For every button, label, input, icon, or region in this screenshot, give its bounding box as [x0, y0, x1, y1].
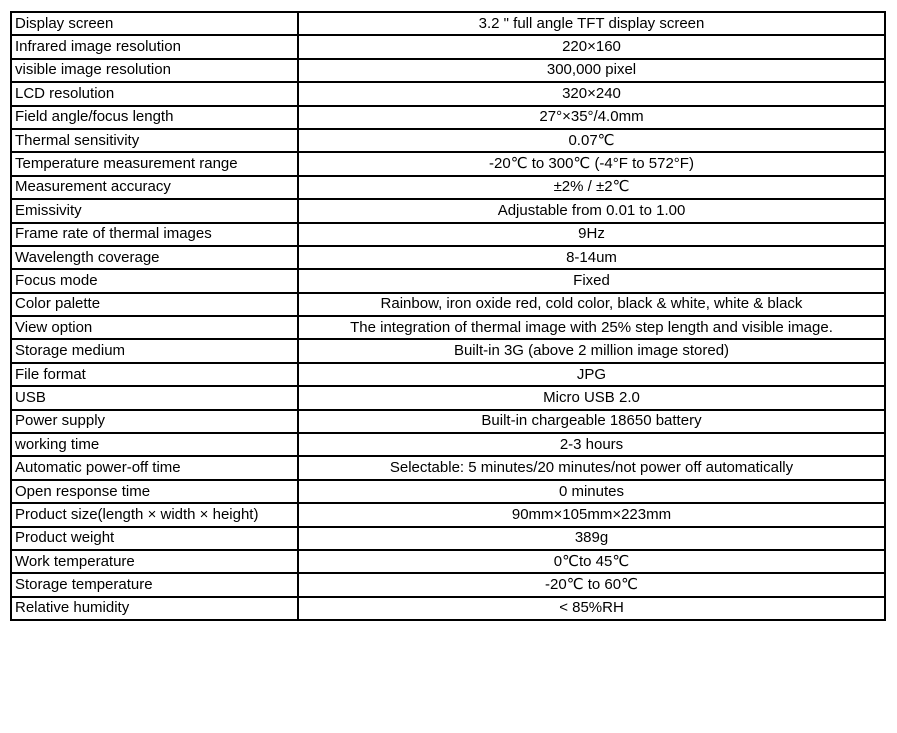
spec-value-cell: < 85%RH — [298, 597, 885, 620]
table-row — [11, 223, 885, 246]
spec-value-cell: Micro USB 2.0 — [298, 386, 885, 409]
table-row — [11, 550, 885, 573]
spec-value-cell: 389g — [298, 527, 885, 550]
spec-label-cell: LCD resolution — [11, 82, 298, 105]
table-row — [11, 246, 885, 269]
spec-label-cell: Storage medium — [11, 339, 298, 362]
spec-label-cell: visible image resolution — [11, 59, 298, 82]
spec-label-cell: Open response time — [11, 480, 298, 503]
spec-label-cell: Measurement accuracy — [11, 176, 298, 199]
spec-label-cell: Relative humidity — [11, 597, 298, 620]
spec-value-cell: 320×240 — [298, 82, 885, 105]
table-row — [11, 129, 885, 152]
spec-value-cell: 0℃to 45℃ — [298, 550, 885, 573]
spec-label-cell: working time — [11, 433, 298, 456]
spec-label-cell: Field angle/focus length — [11, 106, 298, 129]
spec-value-cell: 27°×35°/4.0mm — [298, 106, 885, 129]
spec-value-cell: 2-3 hours — [298, 433, 885, 456]
spec-label-cell: Display screen — [11, 12, 298, 35]
spec-value-cell: JPG — [298, 363, 885, 386]
table-row — [11, 82, 885, 105]
table-row — [11, 573, 885, 596]
spec-value-cell: 0 minutes — [298, 480, 885, 503]
table-row — [11, 199, 885, 222]
spec-label-cell: Infrared image resolution — [11, 35, 298, 58]
spec-label-cell: Product size(length × width × height) — [11, 503, 298, 526]
specification-table-body — [11, 12, 885, 620]
specification-table — [10, 11, 886, 621]
spec-value-cell: Adjustable from 0.01 to 1.00 — [298, 199, 885, 222]
spec-value-cell: 3.2 " full angle TFT display screen — [298, 12, 885, 35]
spec-value-cell: 300,000 pixel — [298, 59, 885, 82]
table-row — [11, 12, 885, 35]
spec-label-cell: Wavelength coverage — [11, 246, 298, 269]
table-row — [11, 480, 885, 503]
spec-label-cell: Temperature measurement range — [11, 152, 298, 175]
spec-label-cell: Storage temperature — [11, 573, 298, 596]
spec-value-cell: Rainbow, iron oxide red, cold color, black & white, white & black — [298, 293, 885, 316]
spec-value-cell: -20℃ to 60℃ — [298, 573, 885, 596]
table-row — [11, 269, 885, 292]
spec-label-cell: View option — [11, 316, 298, 339]
spec-value-cell: Built-in chargeable 18650 battery — [298, 410, 885, 433]
table-row — [11, 456, 885, 479]
table-row — [11, 152, 885, 175]
table-row — [11, 386, 885, 409]
spec-label-cell: Focus mode — [11, 269, 298, 292]
spec-label-cell: Product weight — [11, 527, 298, 550]
spec-value-cell: 0.07℃ — [298, 129, 885, 152]
table-row — [11, 316, 885, 339]
table-row — [11, 176, 885, 199]
spec-label-cell: Thermal sensitivity — [11, 129, 298, 152]
table-row — [11, 410, 885, 433]
table-row — [11, 35, 885, 58]
spec-label-cell: Work temperature — [11, 550, 298, 573]
spec-value-cell: Built-in 3G (above 2 million image stored) — [298, 339, 885, 362]
spec-value-cell: The integration of thermal image with 25% step length and visible image. — [298, 316, 885, 339]
spec-value-cell: ±2% / ±2℃ — [298, 176, 885, 199]
spec-value-cell: 90mm×105mm×223mm — [298, 503, 885, 526]
spec-label-cell: Emissivity — [11, 199, 298, 222]
spec-value-cell: -20℃ to 300℃ (-4°F to 572°F) — [298, 152, 885, 175]
spec-value-cell: Selectable: 5 minutes/20 minutes/not power off automatically — [298, 456, 885, 479]
table-row — [11, 339, 885, 362]
spec-label-cell: Power supply — [11, 410, 298, 433]
spec-value-cell: 8-14um — [298, 246, 885, 269]
spec-value-cell: Fixed — [298, 269, 885, 292]
table-row — [11, 106, 885, 129]
spec-label-cell: USB — [11, 386, 298, 409]
table-row — [11, 363, 885, 386]
spec-label-cell: File format — [11, 363, 298, 386]
spec-value-cell: 220×160 — [298, 35, 885, 58]
spec-label-cell: Frame rate of thermal images — [11, 223, 298, 246]
table-row — [11, 527, 885, 550]
spec-label-cell: Color palette — [11, 293, 298, 316]
table-row — [11, 59, 885, 82]
table-row — [11, 433, 885, 456]
spec-value-cell: 9Hz — [298, 223, 885, 246]
table-row — [11, 503, 885, 526]
table-row — [11, 597, 885, 620]
table-row — [11, 293, 885, 316]
spec-label-cell: Automatic power-off time — [11, 456, 298, 479]
